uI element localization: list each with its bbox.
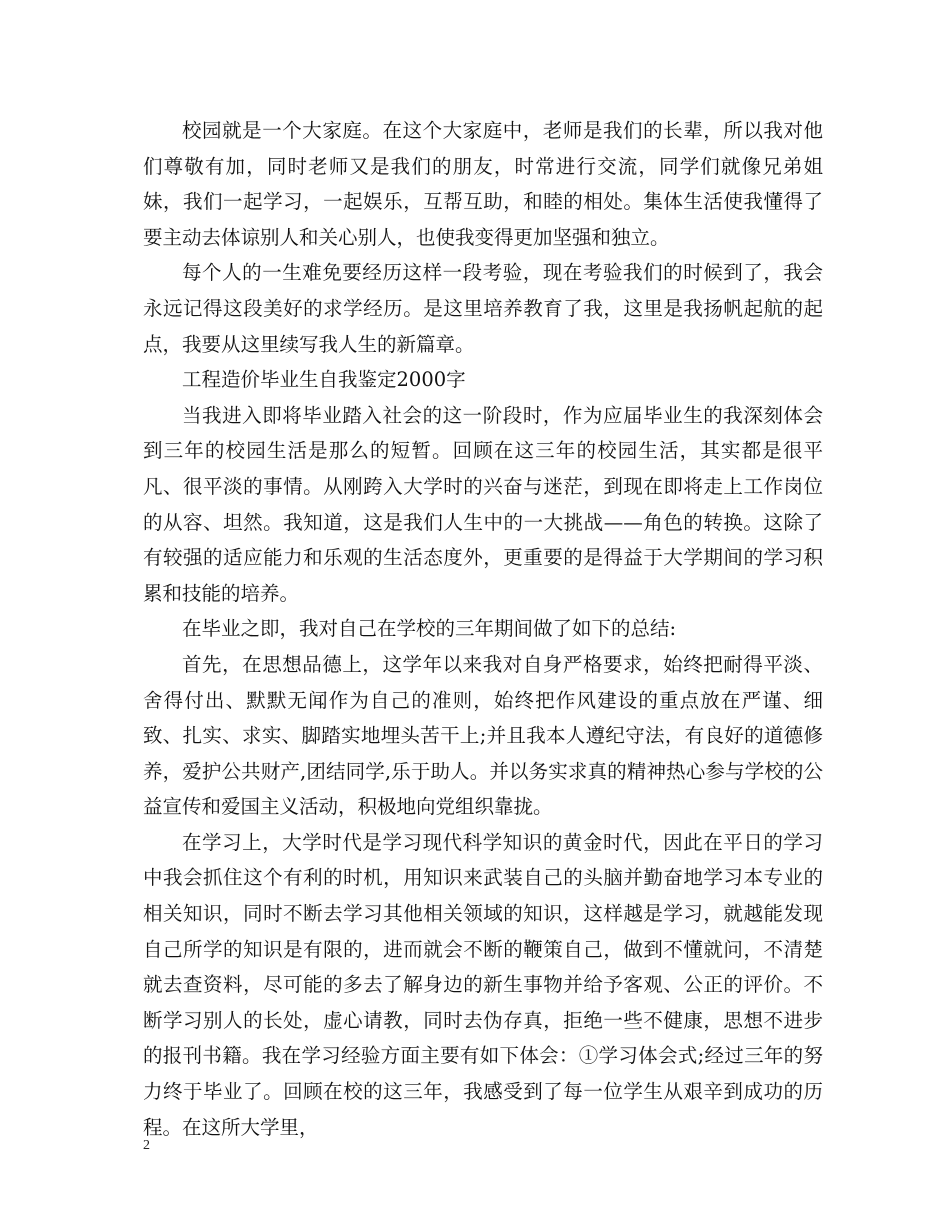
document-body <box>143 113 823 1145</box>
paragraph-study: 在学习上，大学时代是学习现代科学知识的黄金时代，因此在平日的学习中我会抓住这个有利的时机，用知识来武装自己的头脑并勤奋地学习本专业的相关知识，同时不断去学习其他相关领域的知识，这样越是学习，就越能发现自己所学的知识是有限的，进而就会不断的鞭策自己，做到不懂就问，不清楚就去查资料，尽可能的多去了解身边的新生事物并给予客观、公正的评价。不断学习别人的长处，虚心请教，同时去伪存真，拒绝一些不健康，思想不进步的报刊书籍。我在学习经验方面主要有如下体会：①学习体会式;经过三年的努力终于毕业了。回顾在校的这三年，我感受到了每一位学生从艰辛到成功的历程。在这所大学里， <box>143 830 823 1139</box>
paragraph-summary-intro: 在毕业之即，我对自己在学校的三年期间做了如下的总结: <box>182 617 677 641</box>
paragraph-campus-family: 校园就是一个大家庭。在这个大家庭中，老师是我们的长辈，所以我对他们尊敬有加，同时老师又是我们的朋友，时常进行交流，同学们就像兄弟姐妹，我们一起学习，一起娱乐，互帮互助，和睦的相处。集体生活使我懂得了要主动去体谅别人和关心别人，也使我变得更加坚强和独立。 <box>143 119 823 249</box>
paragraph-life-test: 每个人的一生难免要经历这样一段考验，现在考验我们的时候到了，我会永远记得这段美好的求学经历。是这里培养教育了我，这里是我扬帆起航的起点，我要从这里续写我人生的新篇章。 <box>143 261 823 356</box>
page-number: 2 <box>143 1138 150 1153</box>
section-heading: 工程造价毕业生自我鉴定2000字 <box>182 368 466 392</box>
paragraph-graduation-intro: 当我进入即将毕业踏入社会的这一阶段时，作为应届毕业生的我深刻体会到三年的校园生活是那么的短暂。回顾在这三年的校园生活，其实都是很平凡、很平淡的事情。从刚跨入大学时的兴奋与迷茫，到现在即将走上工作岗位的从容、坦然。我知道，这是我们人生中的一大挑战——角色的转换。这除了有较强的适应能力和乐观的生活态度外，更重要的是得益于大学期间的学习积累和技能的培养。 <box>143 403 823 605</box>
paragraph-moral-character: 首先，在思想品德上，这学年以来我对自身严格要求，始终把耐得平淡、舍得付出、默默无闻作为自己的准则，始终把作风建设的重点放在严谨、细致、扎实、求实、脚踏实地埋头苦干上;并且我本人遵纪守法，有良好的道德修养，爱护公共财产,团结同学,乐于助人。并以务实求真的精神热心参与学校的公益宣传和爱国主义活动，积极地向党组织靠拢。 <box>143 652 823 819</box>
